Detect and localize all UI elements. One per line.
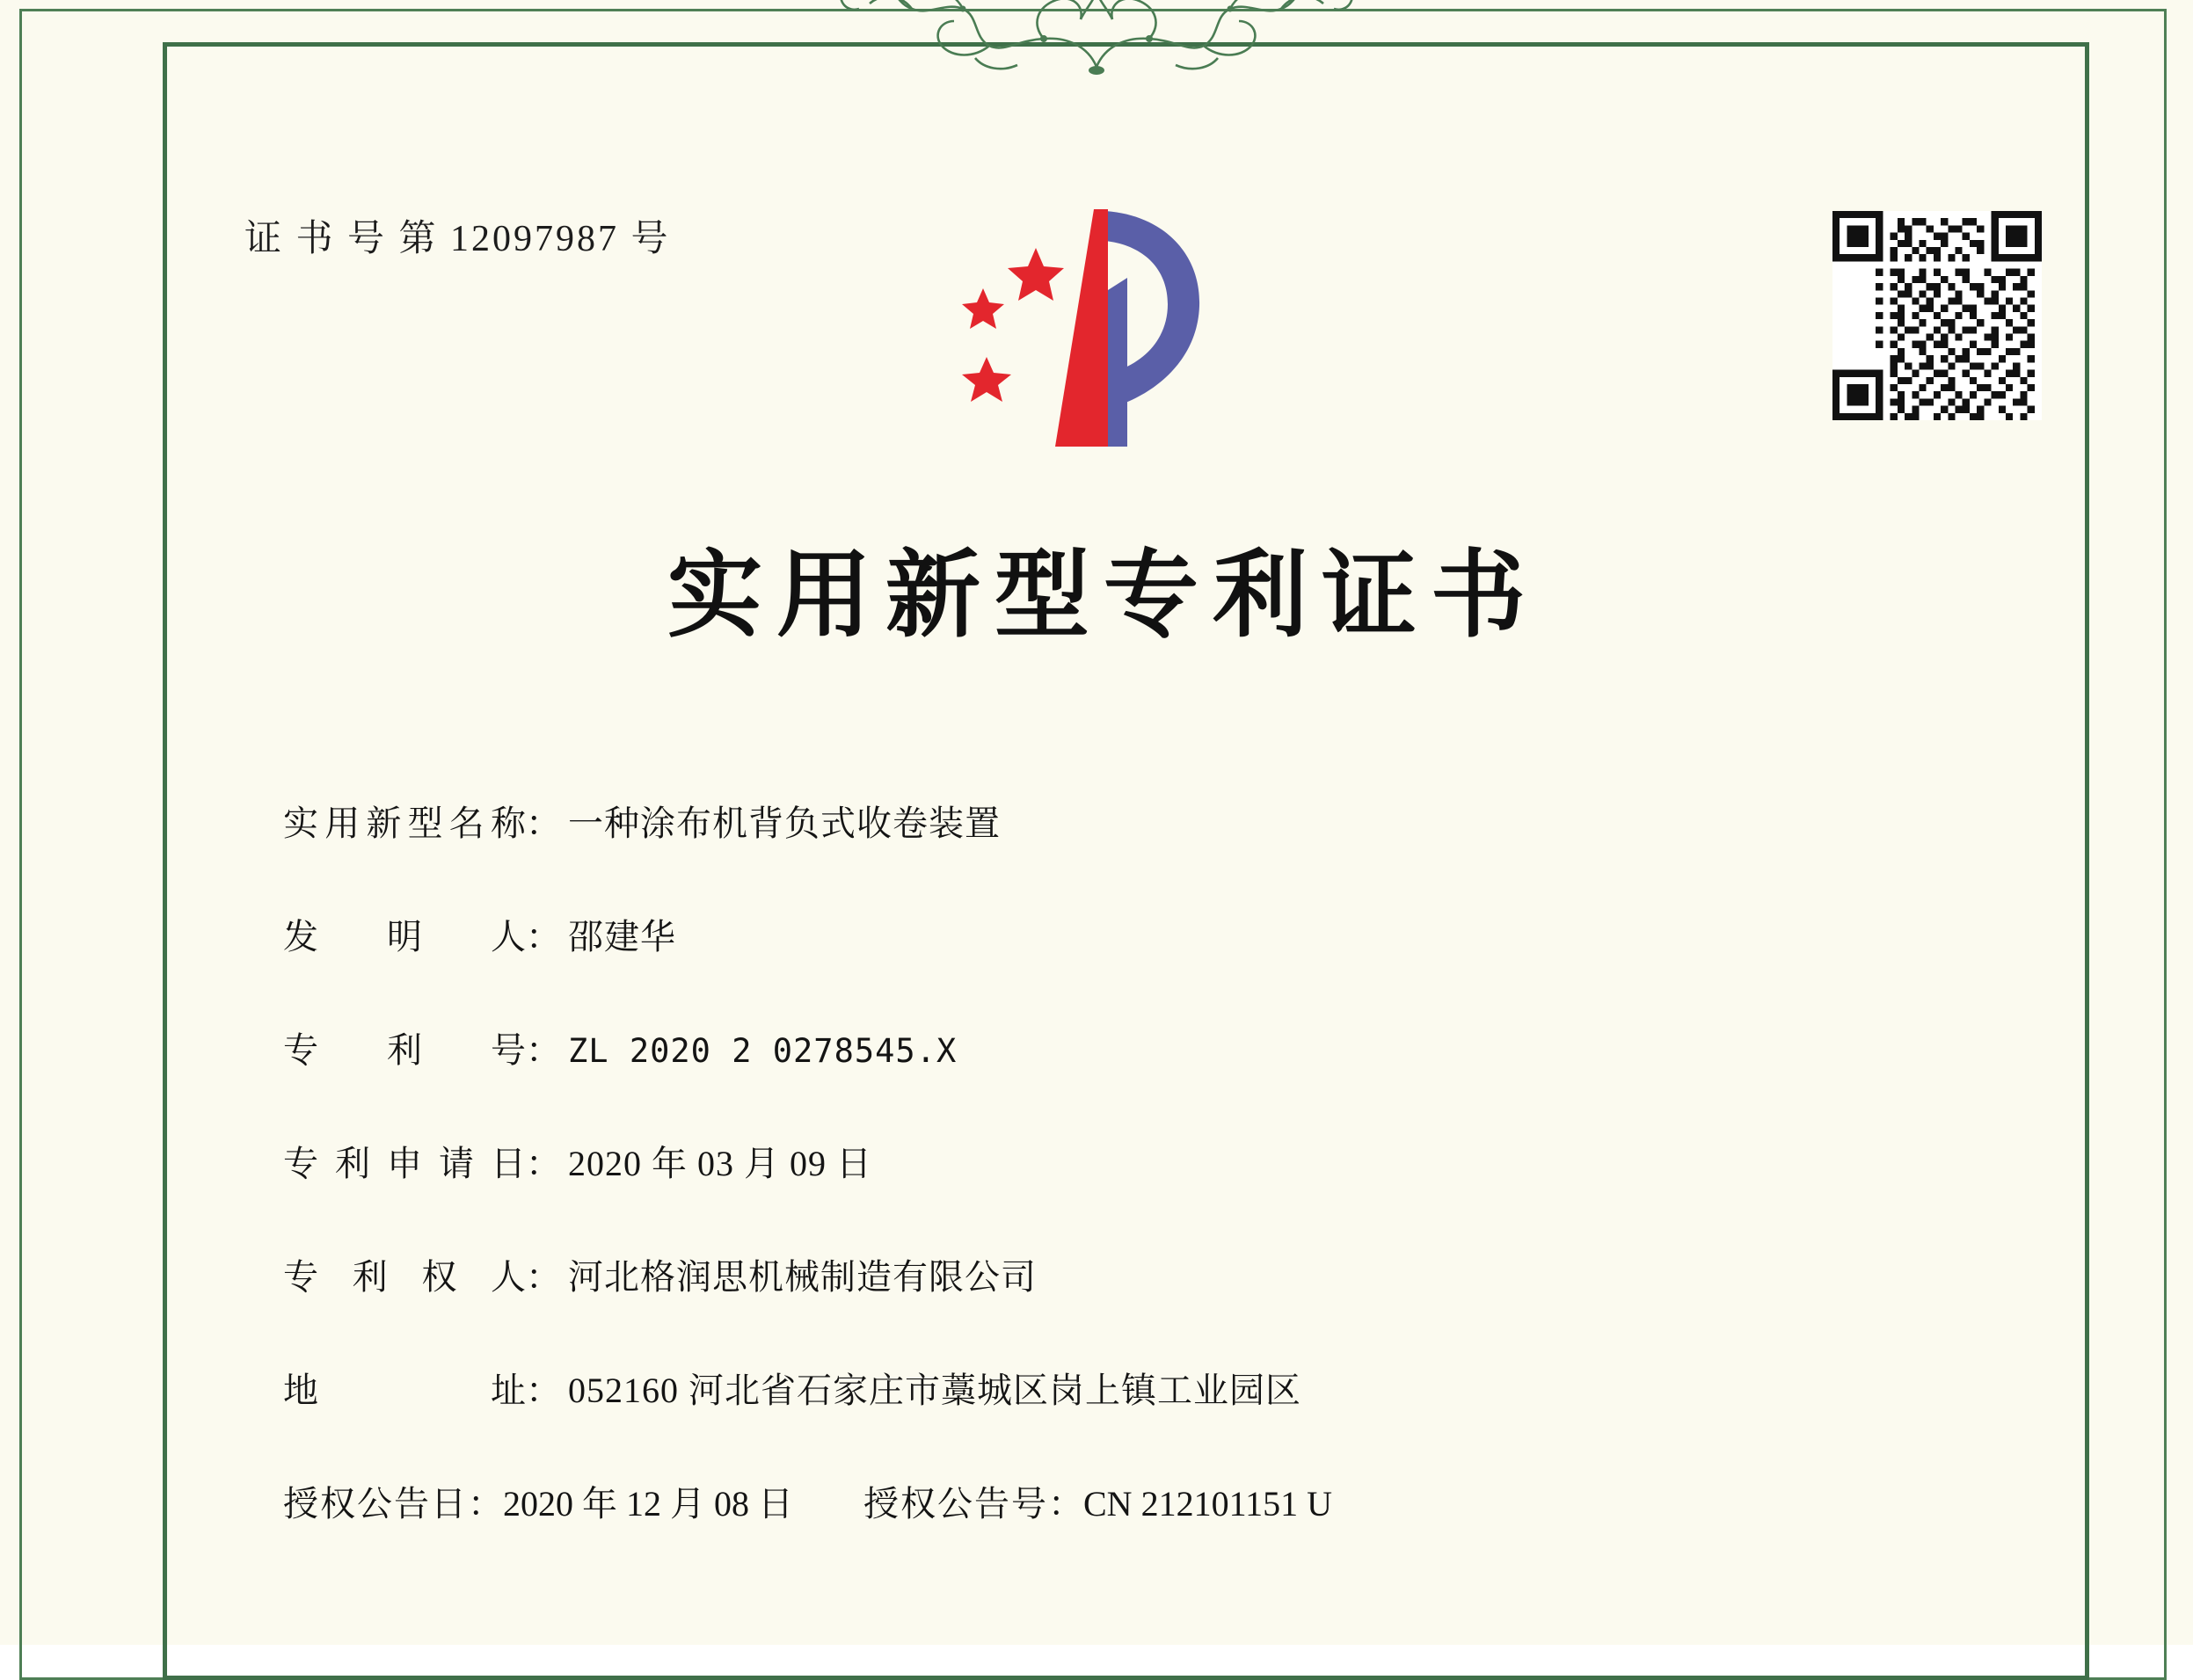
field-colon: ： [526,1257,561,1297]
field-label-patentee: 专 利 权 人 [283,1257,526,1297]
field-colon: ： [526,917,561,956]
field-value-patentee: 河北格润思机械制造有限公司 [568,1257,1037,1297]
field-value-address: 052160 河北省石家庄市藁城区岗上镇工业园区 [568,1371,1301,1410]
field-row-grant-announcement [283,1476,2061,1526]
field-colon: ： [1048,1484,1083,1524]
field-label-inventor: 发 明 人 [283,917,526,956]
qr-code-icon [1832,211,2042,420]
certificate-fields [283,796,2061,1526]
field-row-application-date [283,1136,2061,1186]
field-row-address [283,1363,2061,1413]
field-label-grant-date: 授权公告日 [283,1484,468,1524]
field-label-patent-number: 专 利 号 [283,1030,526,1070]
field-value-grant-date: 2020 年 12 月 08 日 [503,1484,793,1524]
field-label-address: 地 址 [283,1371,526,1410]
field-row-inventor [283,909,2061,959]
field-colon: ： [526,1371,561,1410]
field-colon: ： [526,1144,561,1183]
certificate-number: 证 书 号 第 12097987 号 [244,219,671,259]
field-value-application-date: 2020 年 03 月 09 日 [568,1144,872,1183]
field-value-utility-model-name: 一种涂布机背负式收卷装置 [568,804,1001,843]
field-colon: ： [526,804,561,843]
field-row-utility-model-name [283,796,2061,846]
field-colon: ： [526,1030,561,1070]
field-colon: ： [468,1484,503,1524]
field-label-utility-model-name: 实 用 新 型 名 称 [283,804,526,843]
field-value-announcement-number: CN 212101151 U [1083,1484,1332,1524]
field-value-patent-number: ZL 2020 2 0278545.X [568,1032,958,1070]
cnipa-emblem-icon [932,193,1249,457]
field-row-patent-number [283,1022,2061,1073]
field-row-patentee [283,1249,2061,1299]
field-label-application-date: 专 利 申 请 日 [283,1144,526,1183]
field-label-announcement-number: 授权公告号 [863,1484,1048,1524]
page-title: 实用新型专利证书 [667,540,1540,651]
field-value-inventor: 邵建华 [568,917,676,956]
